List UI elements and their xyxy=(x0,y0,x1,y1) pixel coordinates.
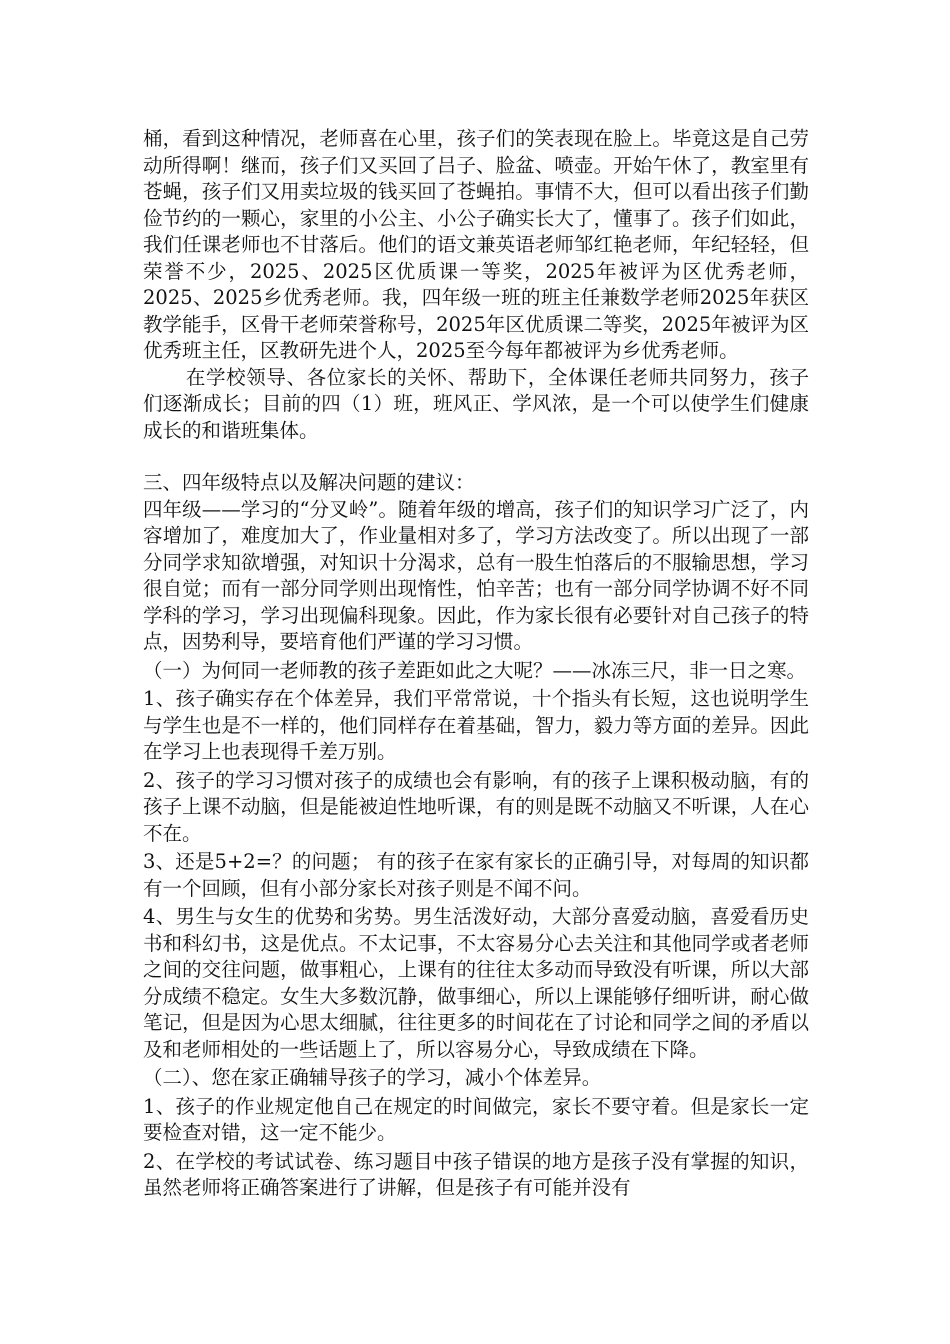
paragraph-class-achievements: 桶，看到这种情况，老师喜在心里，孩子们的笑表现在脸上。毕竟这是自己劳动所得啊！继而，孩子们又买回了吕子、脸盆、喷壶。开始午休了，教室里有苍蝇，孩子们又用卖垃圾的钱买回了苍蝇拍。事情不大，但可以看出孩子们勤俭节约的一颗心，家里的小公主、小公子确实长大了，懂事了。孩子们如此，我们任课老师也不甘落后。他们的语文兼英语老师邹红艳老师，年纪轻轻，但荣誉不少，2025、2025区优质课一等奖，2025年被评为区优秀老师，2025、2025乡优秀老师。我，四年级一班的班主任兼数学老师2025年获区教学能手，区骨干老师荣誉称号，2025年区优质课二等奖，2025年被评为区优秀班主任，区教研先进个人，2025至今每年都被评为乡优秀老师。 xyxy=(143,127,809,362)
document-page xyxy=(143,126,809,1202)
list-item-study-habits: 2、孩子的学习习惯对孩子的成绩也会有影响，有的孩子上课积极动脑，有的孩子上课不动脑，但是能被迫性地听课，有的则是既不动脑又不听课，人在心不在。 xyxy=(143,768,809,845)
list-item-five-plus-two: 3、还是5+2=？的问题； 有的孩子在家有家长的正确引导，对每周的知识都有一个回顾，但有小部分家长对孩子则是不闻不问。 xyxy=(143,850,809,900)
paragraph-grade-four-characteristics: 四年级——学习的“分叉岭”。随着年级的增高，孩子们的知识学习广泛了，内容增加了，难度加大了，作业量相对多了，学习方法改变了。所以出现了一部分同学求知欲增强，对知识十分渴求，总有一股生怕落后的不服输思想，学习很自觉；而有一部分同学则出现惰性，怕辛苦；也有一部分同学协调不好不同学科的学习，学习出现偏科现象。因此，作为家长很有必要针对自己孩子的特点，因势利导，要培育他们严谨的学习习惯。 xyxy=(143,497,809,653)
subheading-home-tutoring: （二）、您在家正确辅导孩子的学习，减小个体差异。 xyxy=(143,1066,602,1089)
section-heading-grade-four: 三、四年级特点以及解决问题的建议： xyxy=(143,471,475,494)
list-item-homework-check: 1、孩子的作业规定他自己在规定的时间做完，家长不要守着。但是家长一定要检查对错，这一定不能少。 xyxy=(143,1094,809,1144)
list-item-individual-differences: 1、孩子确实存在个体差异，我们平常常说，十个指头有长短，这也说明学生与学生也是不一样的，他们同样存在着基础，智力，毅力等方面的差异。因此在学习上也表现得千差万别。 xyxy=(143,687,809,763)
list-item-boys-and-girls: 4、男生与女生的优势和劣势。男生活泼好动，大部分喜爱动脑，喜爱看历史书和科幻书，这是优点。不太记事，不太容易分心去关注和其他同学或者老师之间的交往问题，做事粗心，上课有的往往太多动而导致没有听课，所以大部分成绩不稳定。女生大多数沉静，做事细心，所以上课能够仔细听讲，耐心做笔记，但是因为心思太细腻，往往更多的时间花在了讨论和同学之间的矛盾以及和老师相处的一些话题上了，所以容易分心，导致成绩在下降。 xyxy=(143,905,809,1061)
list-item-exam-mistakes: 2、在学校的考试试卷、练习题目中孩子错误的地方是孩子没有掌握的知识，虽然老师将正确答案进行了讲解，但是孩子有可能并没有 xyxy=(143,1149,809,1199)
paragraph-class-summary: 在学校领导、各位家长的关怀、帮助下，全体课任老师共同努力，孩子们逐渐成长；目前的四（1）班，班风正、学风浓，是一个可以使学生们健康成长的和谐班集体。 xyxy=(143,365,809,442)
subheading-why-differences: （一）为何同一老师教的孩子差距如此之大呢？——冰冻三尺，非一日之寒。 xyxy=(143,658,807,682)
